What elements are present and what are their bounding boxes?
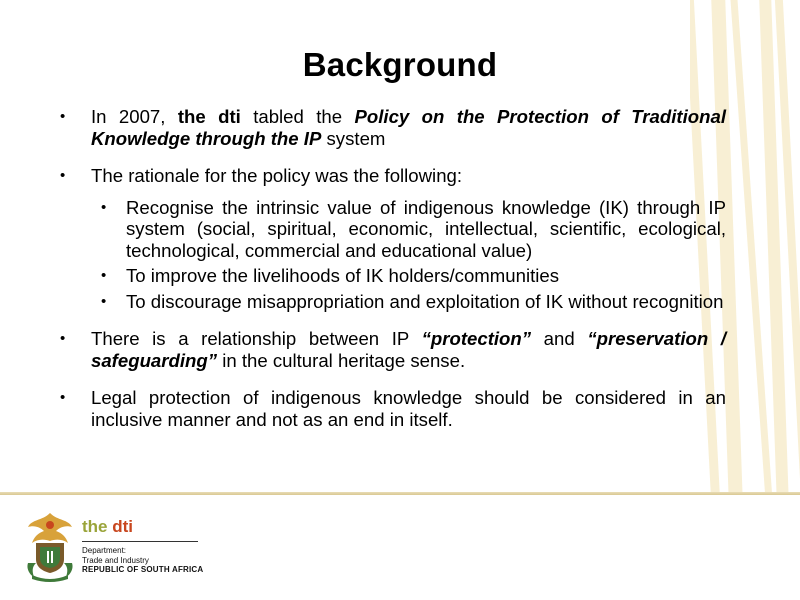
bullet-item: • In 2007, the dti tabled the Policy on the Protection of Traditional Knowledge through the IP system (60, 106, 726, 149)
bullet-item: • Legal protection of indigenous knowledge should be considered in an inclusive manner and not as an end in itself. (60, 387, 726, 430)
bullet-item: • There is a relationship between IP “protection” and “preservation / safeguarding” in the cultural heritage sense. (60, 328, 726, 371)
coat-of-arms-icon (22, 507, 78, 583)
bullet-dot-icon: • (101, 198, 107, 216)
slide-body (60, 106, 726, 446)
bullet-item: • The rationale for the policy was the following: (60, 165, 463, 186)
footer (0, 495, 800, 600)
department-text: Department: Trade and Industry REPUBLIC OF SOUTH AFRICA (82, 546, 204, 574)
bullet-dot-icon: • (101, 292, 107, 310)
bullet-dot-icon: • (60, 108, 66, 125)
sub-bullet-item: • To discourage misappropriation and exploitation of IK without recognition (101, 290, 724, 312)
bullet-dot-icon: • (101, 267, 107, 284)
sub-bullet-item: • To improve the livelihoods of IK holders/communities (101, 265, 560, 286)
slide-title: Background (302, 46, 498, 83)
brand-logo: the dti (82, 517, 134, 536)
bullet-dot-icon: • (60, 389, 66, 406)
bullet-dot-icon: • (60, 330, 66, 347)
brand-divider (82, 541, 198, 542)
sub-bullet-list (60, 197, 726, 313)
sub-bullet-item: • Recognise the intrinsic value of indigenous knowledge (IK) through IP system (social, spiritual, economic, intellectual, scientific, ecological, technological, commercial and educational value) (101, 196, 726, 261)
bullet-dot-icon: • (60, 167, 66, 184)
